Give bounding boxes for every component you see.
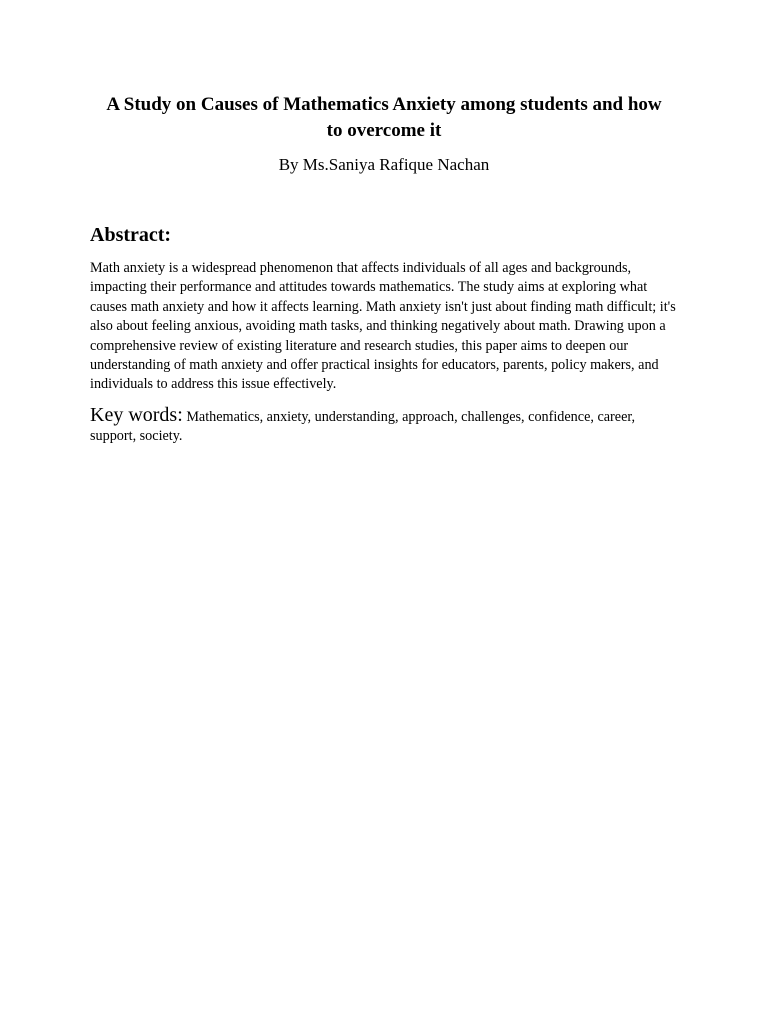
abstract-text: Math anxiety is a widespread phenomenon that affects individuals of all ages and backgrounds, impacting their performance and attitudes towards mathematics. The study aims at exploring what causes math anxiety and how it affects learning. Math anxiety isn't just about finding math difficult; it's also about feeling anxious, avoiding math tasks, and thinking negatively about math. Drawing upon a comprehensive review of existing literature and research studies, this paper aims to deepen our understanding of math anxiety and offer practical insights for educators, parents, policy makers, and individuals to address this issue effectively. <box>90 260 676 393</box>
author-line: By Ms.Saniya Rafique Nachan <box>278 155 490 174</box>
document-page <box>90 92 678 447</box>
keywords-label: Key words: <box>90 403 183 426</box>
abstract-heading: Abstract: <box>90 224 172 246</box>
keywords-text: Mathematics, anxiety, understanding, approach, challenges, confidence, career, support, society. <box>90 408 636 445</box>
paper-title: A Study on Causes of Mathematics Anxiety among students and how to overcome it <box>106 94 662 141</box>
keywords-paragraph <box>90 403 678 447</box>
